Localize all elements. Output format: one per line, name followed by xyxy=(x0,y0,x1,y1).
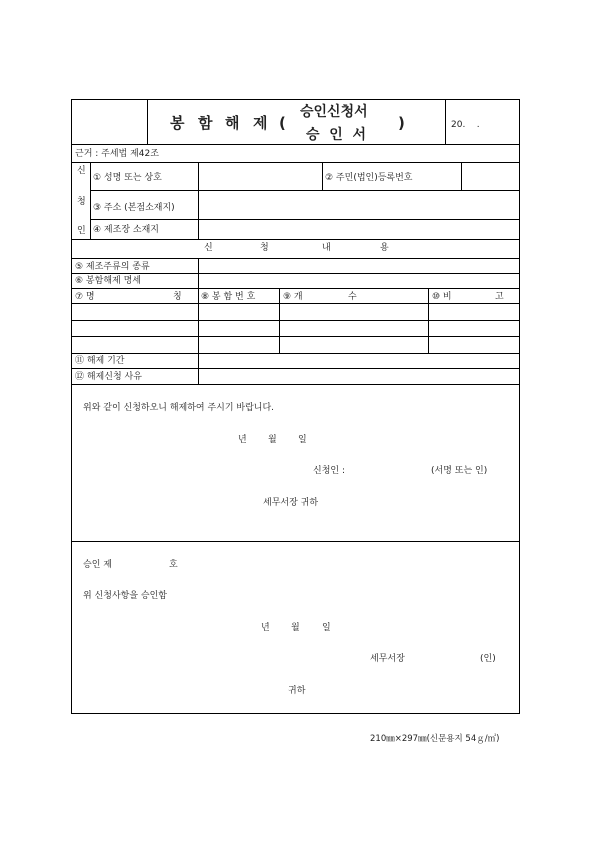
applicant-side-char-1: 신 xyxy=(77,166,86,176)
name-label: ① 성명 또는 상호 xyxy=(93,173,162,183)
name-field[interactable] xyxy=(199,163,321,190)
detail-row-line xyxy=(72,288,519,289)
release-period-field[interactable] xyxy=(199,354,519,368)
liquor-kind-label: ⑤ 제조주류의 종류 xyxy=(75,262,150,272)
reg-number-label: ② 주민(법인)등록번호 xyxy=(325,173,413,183)
header-divider-right xyxy=(445,100,446,144)
applicant-side-divider xyxy=(90,162,91,239)
title-open-paren: ( xyxy=(279,114,286,132)
col-name-b: 칭 xyxy=(173,292,182,302)
request-date-year: 년 xyxy=(238,435,247,445)
title-char-2: 함 xyxy=(198,114,213,132)
approval-statement: 위 신청사항을 승인함 xyxy=(83,591,167,601)
header-date: 20. . xyxy=(451,120,480,130)
approval-number-suffix: 호 xyxy=(169,560,178,570)
applicant-bottom-line xyxy=(72,239,519,240)
sign-or-seal-label: (서명 또는 인) xyxy=(431,466,488,476)
request-recipient: 세무서장 귀하 xyxy=(263,498,319,508)
applicant-sign-label: 신청인 : xyxy=(313,466,345,476)
request-statement: 위와 같이 신청하오니 해제하여 주시기 바랍니다. xyxy=(83,403,275,413)
header-divider-left xyxy=(147,100,148,144)
col-count-a: ⑨ 개 xyxy=(283,292,303,302)
title-close-paren: ) xyxy=(398,114,405,132)
approval-number-label: 승인 제 xyxy=(83,560,112,570)
factory-location-field[interactable] xyxy=(199,220,519,238)
col-seal-number: ⑧ 봉 함 번 호 xyxy=(201,292,256,302)
seal-release-form xyxy=(71,99,520,714)
approval-recipient: 귀하 xyxy=(288,686,306,696)
reg-label-left-divider xyxy=(322,162,323,190)
request-date-month: 월 xyxy=(268,435,277,445)
table-row[interactable] xyxy=(72,337,519,353)
paper-size-note: 210㎜×297㎜(신문용지 54ｇ/㎡) xyxy=(370,734,500,744)
title-char-4: 제 xyxy=(253,114,268,132)
release-detail-label: ⑥ 봉함해제 명세 xyxy=(75,276,141,286)
official-seal-label: (인) xyxy=(480,654,496,664)
factory-location-label: ④ 제조장 소재지 xyxy=(93,225,159,235)
title-alt-approval: 승 인 서 xyxy=(306,127,367,143)
content-header-char-2: 청 xyxy=(260,243,269,253)
kind-row-line xyxy=(72,273,519,274)
address-field[interactable] xyxy=(199,191,519,219)
approval-section-line xyxy=(72,541,519,542)
approval-number-field[interactable] xyxy=(126,558,166,572)
col-count-b: 수 xyxy=(348,292,357,302)
reg-number-field[interactable] xyxy=(462,163,519,190)
table-row[interactable] xyxy=(72,321,519,336)
legal-basis: 근거 : 주세법 제42조 xyxy=(75,149,159,159)
table-row[interactable] xyxy=(72,304,519,320)
col-name-a: ⑦ 명 xyxy=(75,292,95,302)
approval-date-year: 년 xyxy=(261,623,270,633)
title-char-3: 해 xyxy=(225,114,240,132)
liquor-kind-field[interactable] xyxy=(199,259,519,273)
release-reason-field[interactable] xyxy=(199,369,519,384)
applicant-side-char-3: 인 xyxy=(77,226,86,236)
reason-row-line xyxy=(72,384,519,385)
approval-date-day: 일 xyxy=(322,623,331,633)
content-header-char-3: 내 xyxy=(322,243,331,253)
address-label: ③ 주소 (본점소재지) xyxy=(93,203,175,213)
applicant-side-char-2: 청 xyxy=(77,197,86,207)
content-header-char-1: 신 xyxy=(204,243,213,253)
title-char-1: 봉 xyxy=(170,114,185,132)
tax-office-head: 세무서장 xyxy=(370,654,405,664)
content-header-char-4: 용 xyxy=(380,243,389,253)
title-alt-request: 승인신청서 xyxy=(300,104,368,120)
col-note-b: 고 xyxy=(495,292,504,302)
applicant-sign-field[interactable] xyxy=(357,464,427,478)
request-date-day: 일 xyxy=(298,435,307,445)
approval-date-month: 월 xyxy=(291,623,300,633)
release-period-label: ⑪ 해제 기간 xyxy=(75,356,125,366)
release-reason-label: ⑫ 해제신청 사유 xyxy=(75,372,142,382)
header-bottom-line xyxy=(72,144,519,145)
col-note-a: ⑩ 비 xyxy=(432,292,452,302)
